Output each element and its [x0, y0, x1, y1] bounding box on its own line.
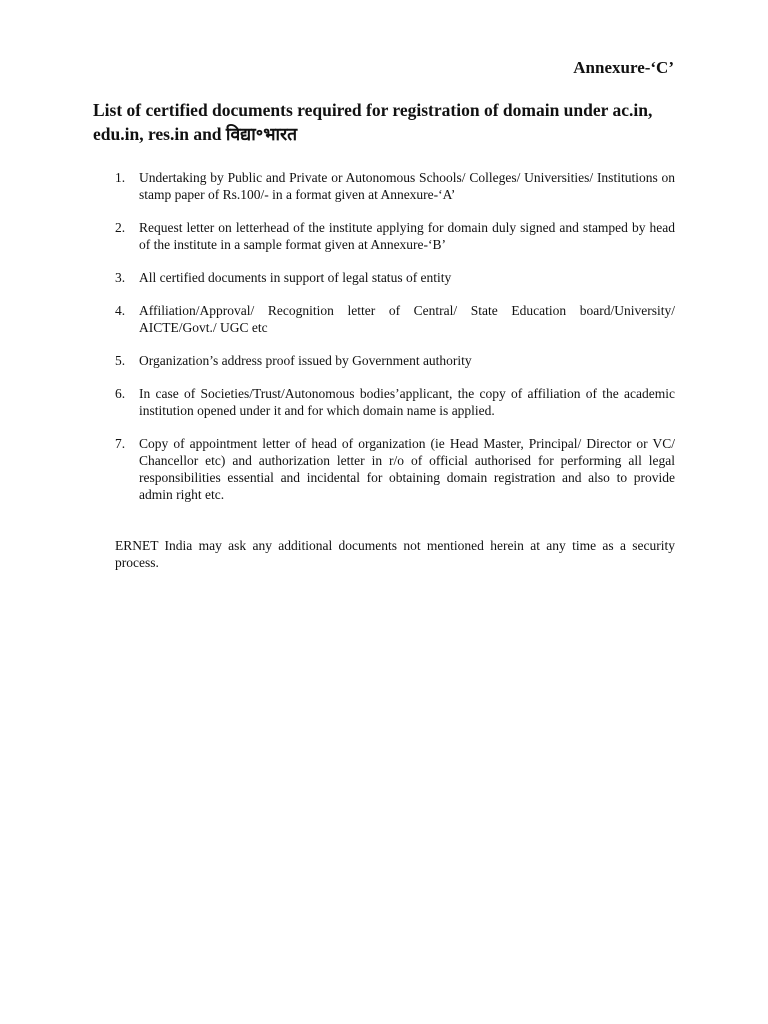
- list-item-number: 4.: [115, 303, 126, 318]
- list-item-text: In case of Societies/Trust/Autonomous bodies’applicant, the copy of affiliation of the academic institution opened under it and for which domain name is applied.: [139, 386, 675, 418]
- list-item-number: 2.: [115, 220, 126, 235]
- list-item-number: 5.: [115, 353, 126, 368]
- required-documents-list: [115, 169, 675, 519]
- list-item: [115, 435, 675, 503]
- list-item-text: Copy of appointment letter of head of organization (ie Head Master, Principal/ Director or VC/ Chancellor etc) and authorization letter in r/o of official authorised for performing all legal responsibilities essential and incidental for obtaining domain registration and also to provide admin right etc.: [139, 436, 675, 502]
- list-item: [115, 302, 675, 336]
- annexure-label: Annexure-‘C’: [573, 58, 674, 77]
- list-item: [115, 352, 675, 369]
- list-item-number: 3.: [115, 270, 126, 285]
- list-item-text: All certified documents in support of legal status of entity: [139, 270, 452, 285]
- list-item-number: 1.: [115, 170, 126, 185]
- list-item-number: 6.: [115, 386, 126, 401]
- list-item: [115, 219, 675, 253]
- list-item-text: Request letter on letterhead of the institute applying for domain duly signed and stamped by head of the institute in a sample format given at Annexure-‘B’: [139, 220, 675, 252]
- document-title: List of certified documents required for registration of domain under ac.in, edu.in, res.in and विद्या॰भारत: [93, 100, 653, 144]
- list-item-text: Organization’s address proof issued by Government authority: [139, 353, 472, 368]
- list-item: [115, 169, 675, 203]
- list-item: [115, 269, 675, 286]
- list-item-text: Affiliation/Approval/ Recognition letter of Central/ State Education board/University/ AICTE/Govt./ UGC etc: [139, 303, 675, 335]
- list-item-number: 7.: [115, 436, 126, 451]
- list-item-text: Undertaking by Public and Private or Autonomous Schools/ Colleges/ Universities/ Institutions on stamp paper of Rs.100/- in a format given at Annexure-‘A’: [139, 170, 675, 202]
- closing-note: ERNET India may ask any additional documents not mentioned herein at any time as a security process.: [115, 538, 675, 570]
- list-item: [115, 385, 675, 419]
